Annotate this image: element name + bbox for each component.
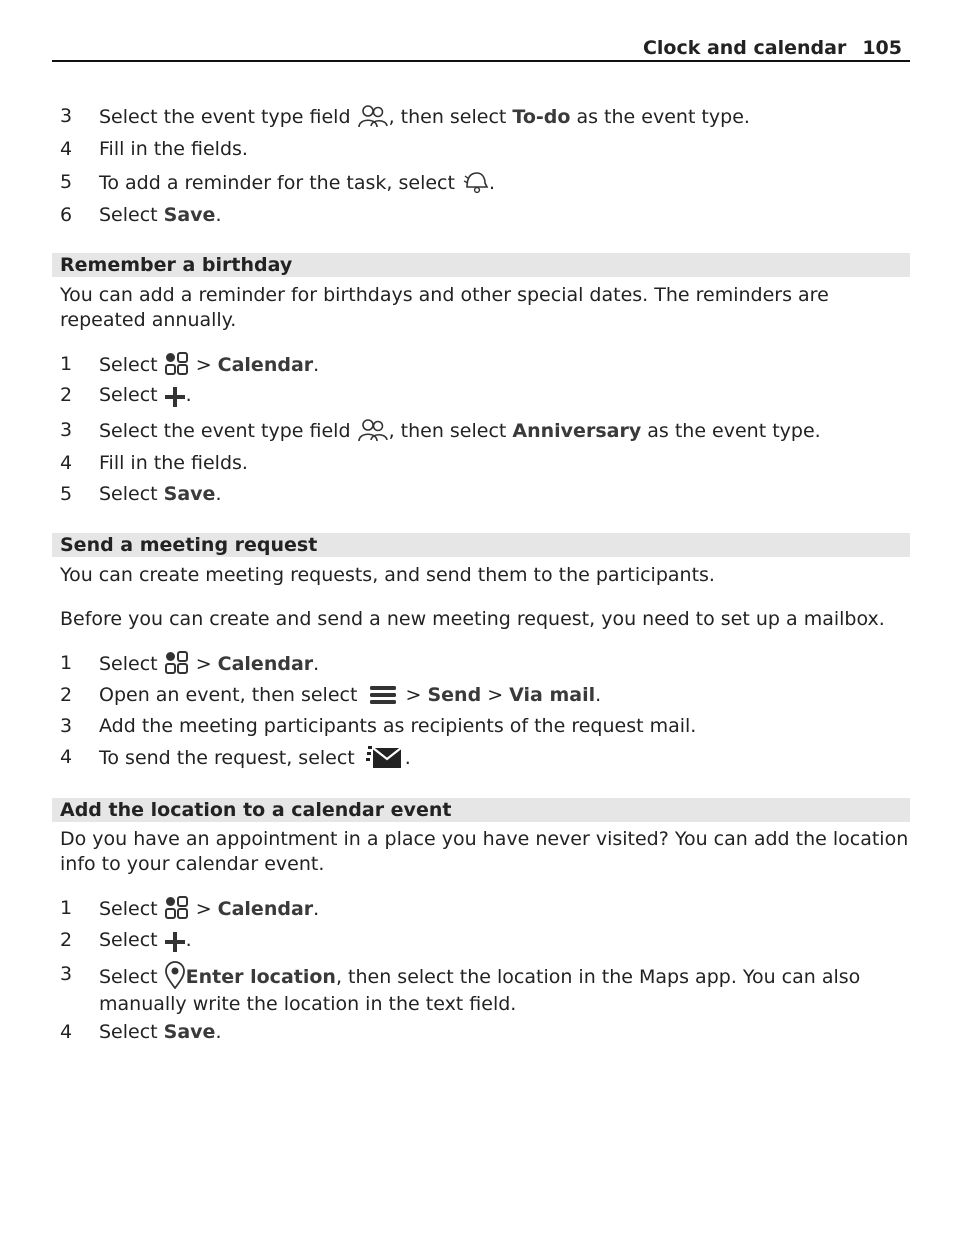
page-number: 105 — [862, 37, 902, 59]
plus-icon[interactable] — [164, 383, 186, 407]
section-body: Do you have an appointment in a place you have never visited? You can add the location info to your calendar event. — [60, 828, 909, 875]
header-section-title: Clock and calendar — [642, 37, 847, 59]
section-title-birthday: Remember a birthday — [52, 253, 910, 277]
section-body: You can add a reminder for birthdays and other special dates. The reminders are repeated annually. — [60, 284, 829, 331]
page-header — [52, 36, 910, 62]
event-type-icon[interactable] — [357, 103, 389, 129]
section-body: You can create meeting requests, and send them to the participants. — [60, 564, 715, 586]
section-title-meeting: Send a meeting request — [52, 533, 910, 557]
section-body: Before you can create and send a new meeting request, you need to set up a mailbox. — [60, 608, 885, 630]
manual-page: Clock and calendar 105 3 Select the event type field , then select To-do as the event type. 4 Fill in the fields. 5 To add a reminder for the task, select . 6 Select Save. Remember a birthday You can add a reminder for birthdays and other special dates. The reminders are repeated annually. 1 Select > Calendar. 2 Select . 3 Select the event type field , then select Anniversary as the event type. 4 Fill in the fields. 5 Select Save. Send a meeting request You can create meeting requests, and send them to the participants. Before you can create and send a new meeting request, you need to set up a mailbox. 1 Select > Calendar. 2 Open an event, then select > Send > Via mail. 3 Add the meeting participants as recipients of the request mail. 4 To send the request, select . Add the location to a calendar event Do you have an appointment in a place you have never visited? You can add the location info to your calendar event. 1 Select > Calendar. 2 Select . 3 Select Enter location, then select the location in the Maps app. You can also manually write the location in the text field. 4 Select Save. — [0, 0, 954, 1257]
send-mail-icon[interactable] — [361, 744, 405, 770]
plus-icon[interactable] — [164, 928, 186, 952]
reminder-bell-icon[interactable] — [461, 169, 489, 195]
options-menu-icon[interactable] — [363, 683, 399, 707]
section-title-location: Add the location to a calendar event — [52, 798, 910, 822]
menu-apps-icon[interactable] — [164, 895, 190, 921]
menu-apps-icon[interactable] — [164, 650, 190, 676]
event-type-icon[interactable] — [357, 417, 389, 443]
location-pin-icon[interactable] — [164, 961, 186, 989]
menu-apps-icon[interactable] — [164, 351, 190, 377]
